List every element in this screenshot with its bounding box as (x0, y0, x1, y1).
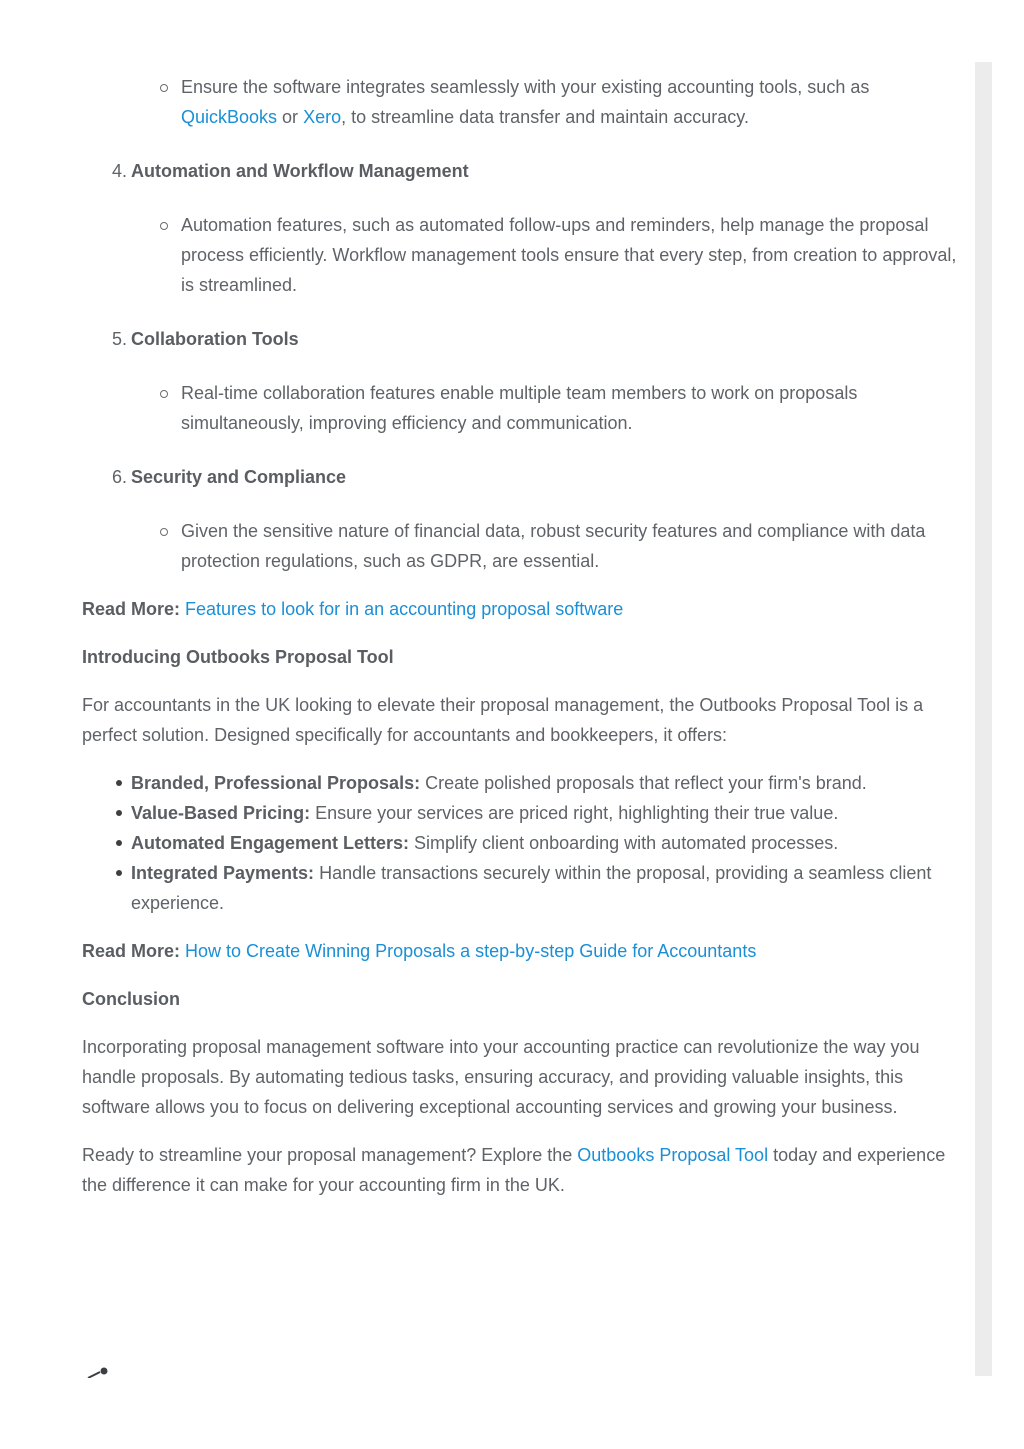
quickbooks-link[interactable]: QuickBooks (181, 107, 278, 127)
bullet-text: Simplify client onboarding with automated processes. (409, 833, 839, 853)
bullet-text: Ensure your services are priced right, highlighting their true value. (310, 803, 839, 823)
list-number: 5. (112, 329, 128, 349)
cta-text-a: Ready to streamline your proposal management? Explore the (82, 1145, 578, 1165)
item3-sub-text-a: Ensure the software integrates seamlessly with your existing accounting tools, such as (181, 77, 870, 97)
list-item (82, 768, 960, 798)
conclusion-heading: Conclusion (82, 989, 180, 1009)
list-item (82, 798, 960, 828)
list-number: 6. (112, 467, 128, 487)
item3-sub-item (82, 72, 960, 132)
item5-sub-item: Real-time collaboration features enable multiple team members to work on proposals simultaneously, improving efficiency and communication. (82, 378, 960, 438)
features-article-link[interactable]: Features to look for in an accounting proposal software (185, 599, 624, 619)
article-body (82, 72, 960, 1200)
list-item-6 (82, 462, 960, 492)
bullet-bold: Branded, Professional Proposals: (131, 773, 421, 793)
read-more-label: Read More: (82, 599, 181, 619)
item6-sublist (82, 516, 960, 576)
item3-sub-text-b: or (277, 107, 304, 127)
bullet-bold: Value-Based Pricing: (131, 803, 311, 823)
bullet-bold: Integrated Payments: (131, 863, 315, 883)
list-item (82, 858, 960, 918)
conclusion-paragraph: Incorporating proposal management software into your accounting practice can revolutionize the way you handle proposals. By automating tedious tasks, ensuring accuracy, and providing valuable insights, this software allows you to focus on delivering exceptional accounting services and growing your business. (82, 1037, 920, 1117)
pin-icon (86, 1366, 110, 1378)
winning-proposals-link[interactable]: How to Create Winning Proposals a step-by-step Guide for Accountants (185, 941, 757, 961)
bullet-bold: Automated Engagement Letters: (131, 833, 410, 853)
read-more-label: Read More: (82, 941, 181, 961)
xero-link[interactable]: Xero (303, 107, 342, 127)
outbooks-proposal-tool-link[interactable]: Outbooks Proposal Tool (577, 1145, 769, 1165)
list-item-5 (82, 324, 960, 354)
intro-heading: Introducing Outbooks Proposal Tool (82, 647, 394, 667)
list-item-4 (82, 156, 960, 186)
item3-sub-text-c: , to streamline data transfer and maintain accuracy. (341, 107, 749, 127)
bullet-text: Create polished proposals that reflect your firm's brand. (420, 773, 867, 793)
list-item-title: Collaboration Tools (131, 329, 299, 349)
bullet-text: Handle transactions securely within the proposal, providing a seamless client experience. (131, 863, 932, 913)
list-item-title: Automation and Workflow Management (131, 161, 469, 181)
intro-paragraph: For accountants in the UK looking to elevate their proposal management, the Outbooks Proposal Tool is a perfect solution. Designed specifically for accountants and bookkeepers, it offers: (82, 695, 924, 745)
features-bullet-list (82, 768, 960, 918)
read-more-1 (82, 594, 960, 624)
list-item (82, 828, 960, 858)
list-item-title: Security and Compliance (131, 467, 347, 487)
item5-sublist (82, 378, 960, 438)
cta-text-b: today and experience the difference it can make for your accounting firm in the UK. (82, 1145, 946, 1195)
item3-sublist (82, 72, 960, 132)
cta-paragraph (82, 1140, 960, 1200)
read-more-2 (82, 936, 960, 966)
item4-sublist (82, 210, 960, 300)
item6-sub-item: Given the sensitive nature of financial data, robust security features and compliance with data protection regulations, such as GDPR, are essential. (82, 516, 960, 576)
scrollbar[interactable] (975, 62, 992, 1376)
list-number: 4. (112, 161, 128, 181)
item4-sub-item: Automation features, such as automated follow-ups and reminders, help manage the proposal process efficiently. Workflow management tools ensure that every step, from creation to approval, is streamlined. (82, 210, 960, 300)
